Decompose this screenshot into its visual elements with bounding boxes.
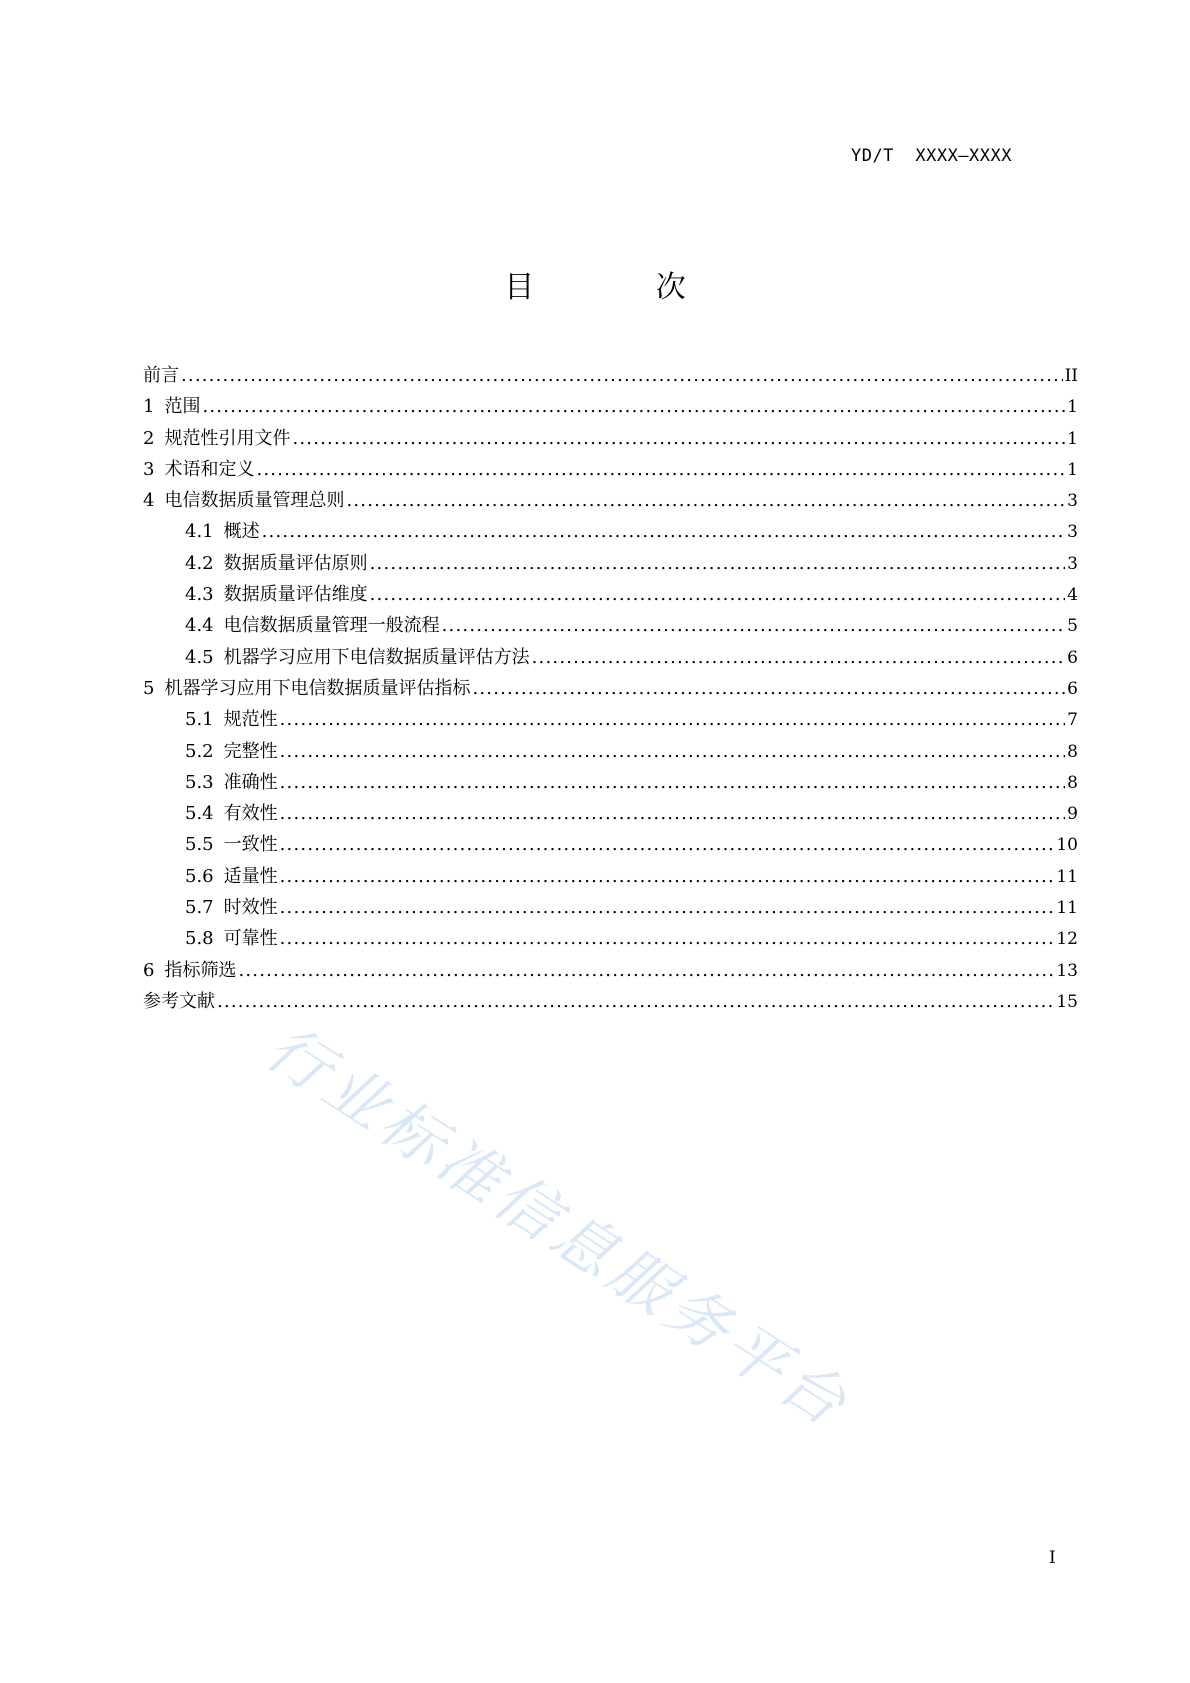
toc-entry-page: 11 <box>1056 898 1078 919</box>
toc-entry-page: 3 <box>1067 491 1078 512</box>
toc-entry-label: 一致性 <box>223 834 278 856</box>
toc-entry-page: 7 <box>1067 710 1078 731</box>
document-code: YD/T XXXX—XXXX <box>850 146 1012 166</box>
toc-entry-number: 4 <box>143 490 155 512</box>
toc-entry-label: 适量性 <box>223 865 278 887</box>
toc-entry-page: 3 <box>1067 522 1078 543</box>
toc-dot-leader <box>202 391 1065 422</box>
toc-entry-label: 参考文献 <box>143 990 215 1012</box>
toc-entry-number: 5.8 <box>185 928 214 950</box>
toc-dot-leader <box>280 704 1066 735</box>
toc-entry[interactable] <box>143 516 1078 547</box>
toc-entry-label: 前言 <box>143 365 179 386</box>
toc-entry-number: 6 <box>143 959 155 981</box>
toc-entry-page: 8 <box>1067 772 1078 793</box>
toc-entry[interactable] <box>143 986 1078 1017</box>
toc-entry-number: 4.3 <box>185 584 214 606</box>
toc-entry-number: 5.7 <box>185 897 214 919</box>
toc-entry[interactable] <box>143 704 1078 735</box>
toc-entry-number: 3 <box>143 458 155 480</box>
toc-entry-number: 5 <box>143 677 155 699</box>
table-of-contents <box>143 360 1078 1017</box>
toc-entry[interactable] <box>143 829 1078 860</box>
toc-entry-number: 4.5 <box>185 646 214 668</box>
toc-entry-label: 术语和定义 <box>164 458 255 480</box>
toc-entry-label: 数据质量评估原则 <box>223 552 368 574</box>
toc-entry-page: 10 <box>1056 835 1078 856</box>
toc-dot-leader <box>217 986 1054 1017</box>
toc-entry[interactable] <box>143 391 1078 422</box>
toc-entry-page: 6 <box>1067 678 1078 699</box>
toc-entry-page: 9 <box>1067 804 1078 825</box>
toc-dot-leader <box>280 829 1055 860</box>
toc-entry-label: 数据质量评估维度 <box>223 584 368 606</box>
toc-entry-number: 5.4 <box>185 803 214 825</box>
toc-dot-leader <box>280 736 1066 767</box>
toc-dot-leader <box>442 610 1066 641</box>
toc-entry-page: 11 <box>1056 866 1078 887</box>
toc-entry-label: 准确性 <box>223 771 278 793</box>
toc-entry-label: 范围 <box>164 396 201 418</box>
toc-dot-leader <box>280 767 1066 798</box>
toc-entry-page: 1 <box>1067 459 1078 480</box>
toc-entry-number: 5.2 <box>185 740 214 762</box>
toc-entry-page: 12 <box>1056 929 1078 950</box>
toc-entry[interactable] <box>143 892 1078 923</box>
toc-entry-page: 13 <box>1056 960 1078 981</box>
toc-entry-number: 5.1 <box>185 709 214 731</box>
watermark: 行业标准信息服务平台 <box>253 1010 864 1443</box>
toc-dot-leader <box>472 673 1065 704</box>
toc-dot-leader <box>280 892 1055 923</box>
toc-entry-number: 4.1 <box>185 521 214 543</box>
toc-dot-leader <box>262 516 1066 547</box>
toc-entry[interactable] <box>143 861 1078 892</box>
toc-dot-leader <box>256 454 1065 485</box>
toc-entry[interactable] <box>143 955 1078 986</box>
toc-dot-leader <box>532 642 1066 673</box>
toc-entry-label: 时效性 <box>223 897 278 919</box>
toc-entry-label: 规范性引用文件 <box>164 427 291 449</box>
toc-entry-number: 4.4 <box>185 615 214 637</box>
toc-entry-number: 5.3 <box>185 771 214 793</box>
toc-dot-leader <box>280 923 1055 954</box>
toc-entry[interactable] <box>143 454 1078 485</box>
toc-entry-label: 电信数据质量管理一般流程 <box>223 615 440 637</box>
toc-entry[interactable] <box>143 360 1078 391</box>
toc-entry[interactable] <box>143 610 1078 641</box>
toc-entry-label: 概述 <box>223 521 260 543</box>
toc-entry[interactable] <box>143 673 1078 704</box>
toc-dot-leader <box>370 579 1066 610</box>
toc-entry-page: 4 <box>1067 585 1078 606</box>
toc-entry-page: 1 <box>1067 428 1078 449</box>
toc-entry-number: 4.2 <box>185 552 214 574</box>
toc-dot-leader <box>370 548 1066 579</box>
toc-entry-label: 指标筛选 <box>164 959 237 981</box>
toc-entry-label: 机器学习应用下电信数据质量评估方法 <box>223 646 530 668</box>
toc-dot-leader <box>346 485 1065 516</box>
toc-dot-leader <box>292 423 1065 454</box>
toc-entry[interactable] <box>143 423 1078 454</box>
toc-entry[interactable] <box>143 767 1078 798</box>
toc-entry[interactable] <box>143 798 1078 829</box>
toc-entry-label: 规范性 <box>223 709 278 731</box>
toc-entry-page: 6 <box>1067 647 1078 668</box>
toc-entry-page: 15 <box>1056 991 1078 1012</box>
toc-dot-leader <box>238 955 1054 986</box>
toc-entry[interactable] <box>143 923 1078 954</box>
toc-dot-leader <box>181 360 1063 391</box>
toc-entry-label: 完整性 <box>223 740 278 762</box>
toc-entry-label: 可靠性 <box>223 928 278 950</box>
toc-dot-leader <box>280 861 1055 892</box>
toc-entry-number: 2 <box>143 427 155 449</box>
toc-entry-page: 3 <box>1067 553 1078 574</box>
toc-entry-number: 5.5 <box>185 834 214 856</box>
toc-entry-number: 1 <box>143 396 155 418</box>
toc-entry-page: 1 <box>1067 397 1078 418</box>
toc-entry-label: 电信数据质量管理总则 <box>164 490 345 512</box>
toc-entry-label: 有效性 <box>223 803 278 825</box>
toc-entry-label: 机器学习应用下电信数据质量评估指标 <box>164 677 471 699</box>
toc-entry[interactable] <box>143 548 1078 579</box>
toc-entry[interactable] <box>143 485 1078 516</box>
toc-dot-leader <box>280 798 1066 829</box>
toc-entry-number: 5.6 <box>185 865 214 887</box>
toc-entry-page: II <box>1064 366 1078 386</box>
toc-entry[interactable] <box>143 579 1078 610</box>
page-title: 目 次 <box>504 270 742 305</box>
toc-entry-page: 8 <box>1067 741 1078 762</box>
page-number: I <box>1049 1548 1056 1568</box>
toc-entry-page: 5 <box>1067 616 1078 637</box>
toc-entry[interactable] <box>143 642 1078 673</box>
toc-entry[interactable] <box>143 736 1078 767</box>
